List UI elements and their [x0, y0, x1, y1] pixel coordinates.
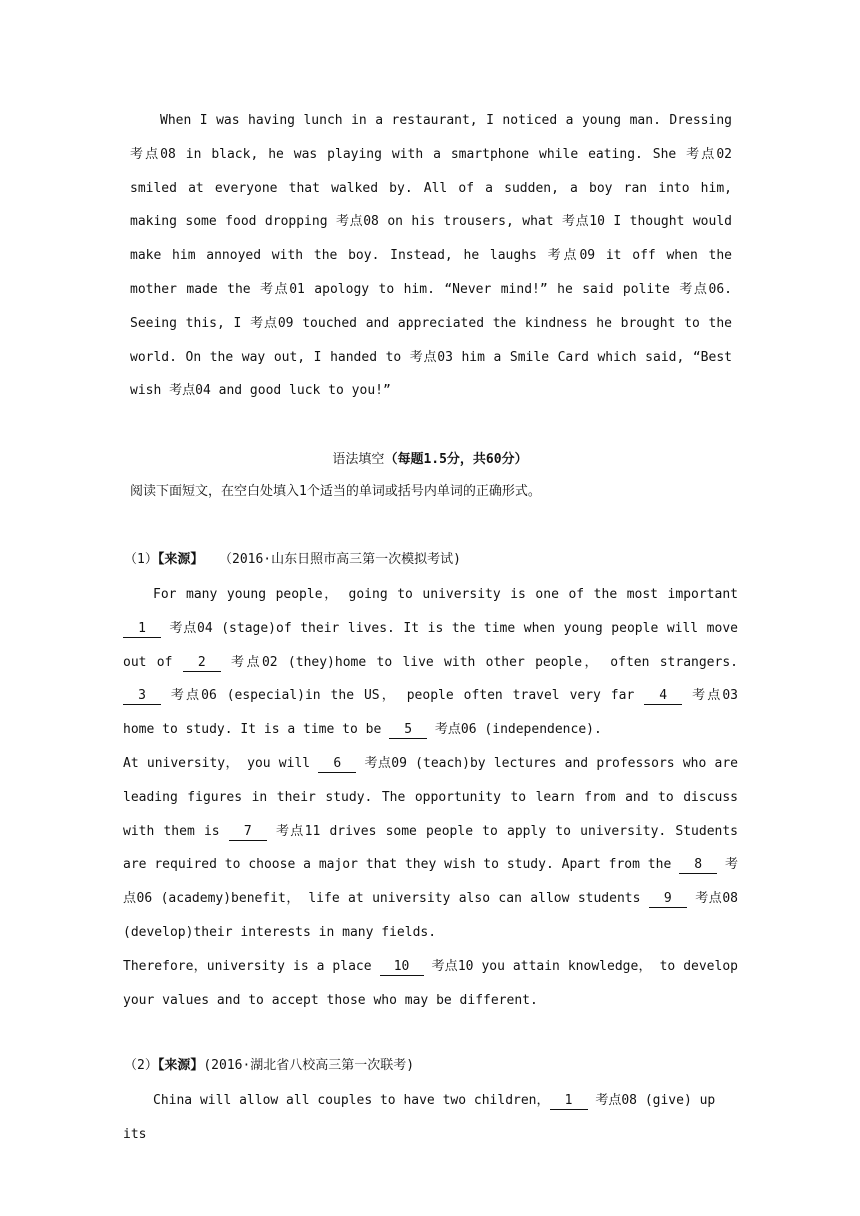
- passage-segment: 考点08 (give) up its: [123, 1093, 716, 1142]
- question-number: （2）: [124, 1058, 158, 1073]
- answer-blank-4[interactable]: 4: [644, 688, 682, 705]
- passage-segment: 考点10 you attain knowledge， to develop your values and to accept those who may be different.: [123, 958, 738, 1008]
- passage-segment: 考点06 (especial)in the US， people often travel very far: [161, 688, 645, 704]
- passage-segment: Therefore，university is a place: [123, 958, 380, 974]
- passage-segment: 考点06 (independence).: [427, 722, 602, 738]
- passage-segment: 考点02 (they)home to live with other people， often strangers.: [220, 654, 738, 670]
- answer-blank-7[interactable]: 7: [229, 824, 267, 841]
- section-instruction: 阅读下面短文，在空白处填入1个适当的单词或括号内单词的正确形式。: [130, 484, 541, 499]
- passage-segment: 考点04 (stage)of their lives. It is the time when young people will move out of: [123, 620, 738, 670]
- source-label: 【来源】: [157, 552, 204, 567]
- answer-blank-3[interactable]: 3: [123, 688, 161, 705]
- passage-segment: For many young people， going to university is one of the most important: [153, 587, 738, 602]
- question-1-source: [124, 548, 461, 572]
- answer-blank-2[interactable]: 2: [183, 655, 221, 672]
- passage-segment: 考点06 (academy)benefit， life at university also can allow students: [123, 857, 738, 907]
- passage-paragraph: [130, 104, 732, 408]
- answer-blank-9[interactable]: 9: [649, 891, 687, 908]
- passage-segment: 考点03 home to study. It is a time to be: [123, 688, 738, 738]
- section-heading: [0, 448, 860, 472]
- answer-blank-6[interactable]: 6: [318, 756, 356, 773]
- answer-blank-1[interactable]: 1: [550, 1093, 588, 1110]
- source-label: 【来源】: [157, 1058, 204, 1073]
- answer-blank-5[interactable]: 5: [389, 722, 427, 739]
- section-title: 语法填空: [332, 452, 385, 467]
- source-origin: （2016·山东日照市高三第一次模拟考试): [219, 552, 461, 567]
- passage-segment: 考点08 (develop)their interests in many fields.: [123, 891, 738, 940]
- question-2-source: [124, 1054, 414, 1078]
- answer-blank-8[interactable]: 8: [679, 857, 717, 874]
- question-number: （1）: [124, 552, 158, 567]
- question-1-passage: [123, 578, 738, 1017]
- section-score: （每题1.5分，共60分）: [384, 452, 528, 467]
- passage-segment: 考点09 (teach)by lectures and professors who are leading figures in their study. The opportunity to learn from and to discuss with them is: [123, 755, 738, 839]
- passage-segment: At university， you will: [123, 755, 319, 771]
- question-2-passage: [123, 1084, 738, 1152]
- answer-blank-10[interactable]: 10: [380, 959, 424, 976]
- passage-segment: China will allow all couples to have two children，: [153, 1093, 550, 1108]
- source-origin: (2016·湖北省八校高三第一次联考): [203, 1058, 415, 1073]
- passage-text: When I was having lunch in a restaurant, I noticed a young man. Dressing 考点08 in black, he was playing with a smartphone while eating. She 考点02 smiled at everyone that walked by. All of a sudden, a boy ran into him, making some food dropping 考点08 on his trousers, what 考点10 I thought would make him annoyed with the boy. Instead, he laughs 考点09 it off when the mother made the 考点01 apology to him. “Never mind!” he said polite 考点06. Seeing this, I 考点09 touched and appreciated the kindness he brought to the world. On the way out, I handed to 考点03 him a Smile Card which said, “Best wish 考点04 and good luck to you!”: [130, 113, 732, 399]
- answer-blank-1[interactable]: 1: [123, 621, 161, 638]
- passage-segment: 考点11 drives some people to apply to university. Students are required to choose a major that they wish to study. Apart from the: [123, 823, 739, 873]
